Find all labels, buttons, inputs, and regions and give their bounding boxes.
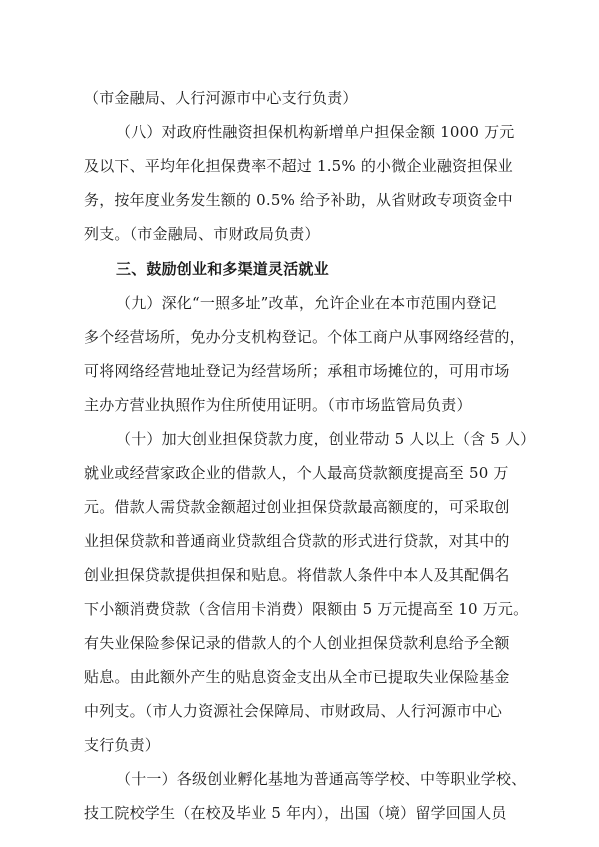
text-line-21: （十一）各级创业孵化基地为普通高等学校、中等职业学校、: [116, 770, 527, 788]
text-line-19: 中列支。（市人力资源社会保障局、市财政局、人行河源市中心: [84, 702, 503, 720]
text-line-14: 业担保贷款和普通商业贷款组合贷款的形式进行贷款，对其中的: [84, 532, 510, 550]
text-line-15: 创业担保贷款提供担保和贴息。将借款人条件中本人及其配偶名: [84, 566, 510, 584]
text-line-12: 就业或经营家政企业的借款人，个人最高贷款额度提高至 50 万: [84, 464, 509, 482]
text-line-4: 务，按年度业务发生额的 0.5% 给予补助，从省财政专项资金中: [84, 191, 513, 209]
text-line-8: 多个经营场所，免办分支机构登记。个体工商户从事网络经营的，: [84, 328, 525, 346]
text-line-1: （市金融局、人行河源市中心支行负责）: [84, 89, 358, 107]
text-line-18: 贴息。由此额外产生的贴息资金支出从全市已提取失业保险基金: [84, 668, 510, 686]
text-line-16: 下小额消费贷款（含信用卡消费）限额由 5 万元提高至 10 万元。: [84, 600, 529, 618]
text-line-7: （九）深化“一照多址”改革，允许企业在本市范围内登记: [116, 294, 497, 312]
text-line-2: （八）对政府性融资担保机构新增单户担保金额 1000 万元: [116, 123, 515, 141]
text-line-3: 及以下、平均年化担保费率不超过 1.5% 的小微企业融资担保业: [84, 157, 513, 175]
text-line-17: 有失业保险参保记录的借款人的个人创业担保贷款利息给予全额: [84, 634, 510, 652]
text-line-22: 技工院校学生（在校及毕业 5 年内），出国（境）留学回国人员: [84, 804, 507, 822]
section-heading: 三、鼓励创业和多渠道灵活就业: [116, 260, 329, 278]
text-line-9: 可将网络经营地址登记为经营场所；承租市场摊位的，可用市场: [84, 362, 510, 380]
text-line-13: 元。借款人需贷款金额超过创业担保贷款最高额度的，可采取创: [84, 498, 510, 516]
text-line-5: 列支。（市金融局、市财政局负责）: [84, 225, 320, 243]
text-line-10: 主办方营业执照作为住所使用证明。（市市场监管局负责）: [84, 396, 472, 414]
text-line-20: 支行负责）: [84, 736, 161, 754]
text-line-11: （十）加大创业担保贷款力度，创业带动 5 人以上（含 5 人）: [116, 430, 536, 448]
